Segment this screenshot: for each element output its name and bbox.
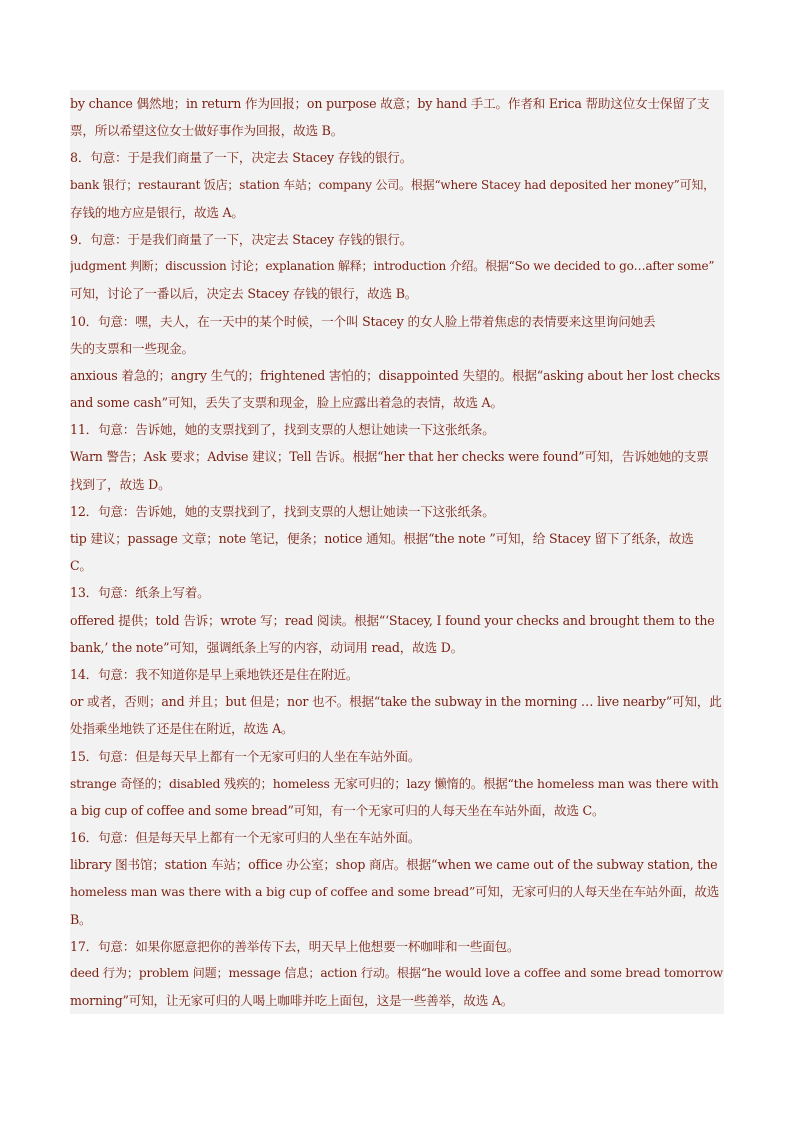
text-line: anxious 着急的；angry 生气的；frightened 害怕的；disappointed 失望的。根据“asking about her lost checks: [70, 367, 720, 383]
text-line: 可知，讨论了一番以后，决定去 Stacey 存钱的银行，故选 B。: [70, 286, 418, 302]
text-line: morning”可知，让无家可归的人喝上咖啡并吃上面包，这是一些善举，故选 A。: [70, 993, 514, 1009]
text-line: 13．句意：纸条上写着。: [70, 585, 210, 601]
text-line: bank 银行；restaurant 饭店；station 车站；company 公司。根据“where Stacey had deposited her money”可知，: [70, 177, 715, 192]
text-line: and some cash”可知，丢失了支票和现金，脸上应露出着急的表情，故选 A。: [70, 395, 503, 411]
text-line: deed 行为；problem 问题；message 信息；action 行动。根据“he would love a coffee and some bread tomorrow: [70, 966, 723, 980]
text-line: library 图书馆；station 车站；office 办公室；shop 商店。根据“when we came out of the subway station, the: [70, 857, 718, 873]
text-line: 8．句意：于是我们商量了一下，决定去 Stacey 存钱的银行。: [70, 150, 413, 166]
text-line: a big cup of coffee and some bread”可知，有一个无家可归的人每天坐在车站外面，故选 C。: [70, 802, 605, 818]
text-line: by chance 偶然地；in return 作为回报；on purpose 故意；by hand 手工。作者和 Erica 帮助这位女士保留了支: [70, 96, 710, 111]
text-line: 10．句意：嘿，夫人，在一天中的某个时候，一个叫 Stacey 的女人脸上带着焦虑的表情要来这里询问她丢: [70, 313, 656, 329]
text-line: homeless man was there with a big cup of coffee and some bread”可知，无家可归的人每天坐在车站外面，故选: [70, 884, 719, 900]
text-line: judgment 判断；discussion 讨论；explanation 解释；introduction 介绍。根据“So we decided to go…after some”: [70, 259, 715, 274]
text-line: 找到了，故选 D。: [70, 476, 171, 492]
text-line: 9．句意：于是我们商量了一下，决定去 Stacey 存钱的银行。: [70, 231, 413, 247]
answer-explanations: [70, 90, 724, 1014]
text-line: C。: [70, 558, 92, 574]
text-line: 存钱的地方应是银行，故选 A。: [70, 204, 244, 220]
text-line: Warn 警告；Ask 要求；Advise 建议；Tell 告诉。根据“her that her checks were found”可知，告诉她她的支票: [70, 449, 709, 465]
text-line: tip 建议；passage 文章；note 笔记，便条；notice 通知。根据“the note ”可知，给 Stacey 留下了纸条，故选: [70, 531, 694, 546]
text-line: B。: [70, 911, 92, 927]
text-line: or 或者，否则；and 并且；but 但是；nor 也不。根据“take the subway in the morning … live nearby”可知，此: [70, 694, 722, 710]
text-line: 14．句意：我不知道你是早上乘地铁还是住在附近。: [70, 666, 359, 682]
text-line: strange 奇怪的；disabled 残疾的；homeless 无家可归的；lazy 懒惰的。根据“the homeless man was there with: [70, 775, 719, 791]
text-line: 16．句意：但是每天早上都有一个无家可归的人坐在车站外面。: [70, 830, 421, 846]
text-line: 11．句意：告诉她，她的支票找到了，找到支票的人想让她读一下这张纸条。: [70, 422, 495, 438]
text-line: offered 提供；told 告诉；wrote 写；read 阅读。根据“‘Stacey, I found your checks and brought them to the: [70, 612, 715, 628]
text-line: 票，所以希望这位女士做好事作为回报，故选 B。: [70, 123, 344, 139]
text-line: 处指乘坐地铁了还是住在附近，故选 A。: [70, 721, 294, 737]
text-line: 17．句意：如果你愿意把你的善举传下去，明天早上他想要一杯咖啡和一些面包。: [70, 938, 520, 954]
text-line: 12．句意：告诉她，她的支票找到了，找到支票的人想让她读一下这张纸条。: [70, 503, 495, 519]
text-line: 15．句意：但是每天早上都有一个无家可归的人坐在车站外面。: [70, 748, 421, 764]
text-line: 失的支票和一些现金。: [70, 340, 194, 356]
text-line: bank,’ the note”可知，强调纸条上写的内容，动词用 read，故选 D。: [70, 639, 464, 655]
